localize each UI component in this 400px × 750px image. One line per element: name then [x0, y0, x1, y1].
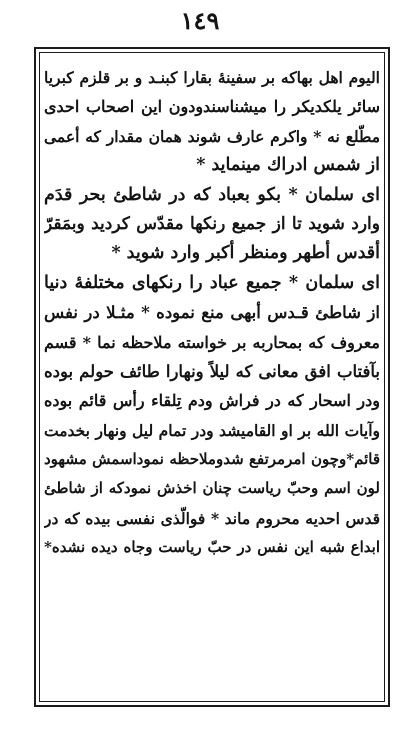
text-line: از شاطئ قـدس أبهى منع نموده * مثـلا در نفس — [44, 303, 380, 323]
text-line: لون اسم وحبّ رياست چنان اخذش نمودكه از شاطئ — [44, 479, 380, 498]
text-line: از شمس ادراك مينمايد * — [196, 155, 380, 176]
text-line: ابداع شبه اين نفس در حبّ رياست وجاه ديده نشده* — [44, 538, 380, 557]
body-text — [44, 63, 380, 697]
text-line: اى سلمان * بكو بعباد كه در شاطئ بحر قدَم — [44, 184, 380, 205]
text-line: أقدس أطهر ومنظر أكبر وارد شويد * — [111, 243, 380, 264]
text-line: وآيات الله بر او القاميشد ودر تمام ليل ونهار بخدمت — [44, 420, 380, 440]
text-line: قدس احديه محروم ماند * فوالّذى نفسى بيده كه در — [44, 508, 380, 528]
text-line: وارد شويد تا از جميع رنكها مقدّس كرديد وبمَقرّ — [44, 213, 380, 234]
text-line: اليوم اهل بهاكه بر سفينهٔ بقارا كبنـد و بر قلزم كبريا — [44, 68, 380, 87]
text-line: ودر اسحار كه در فراش ودم تِلقاء رأس قائم بوده — [44, 391, 380, 411]
text-line: قائم*وچون امرمرتفع شدوملاحظه نموداسمش مشهود — [44, 450, 380, 469]
text-line: معروف كه بمحاربه بر خواسته ملاحظه نما * قسم — [44, 332, 380, 352]
page-number: ١٤٩ — [180, 6, 220, 35]
text-line: بآفتاب افق معانى كه ليلاً ونهارا طائف حولم بوده — [44, 361, 380, 381]
text-line: اى سلمان * جميع عباد را رنكهاى مختلفهٔ دنيا — [44, 272, 380, 293]
text-line: سائر يلكديكر را ميشناسندودون اين اصحاب احدى — [44, 97, 380, 117]
text-frame — [34, 47, 390, 707]
text-line: مطّلع نه * واكرم عارف شوند همان مقدار كه أعمى — [44, 126, 380, 146]
